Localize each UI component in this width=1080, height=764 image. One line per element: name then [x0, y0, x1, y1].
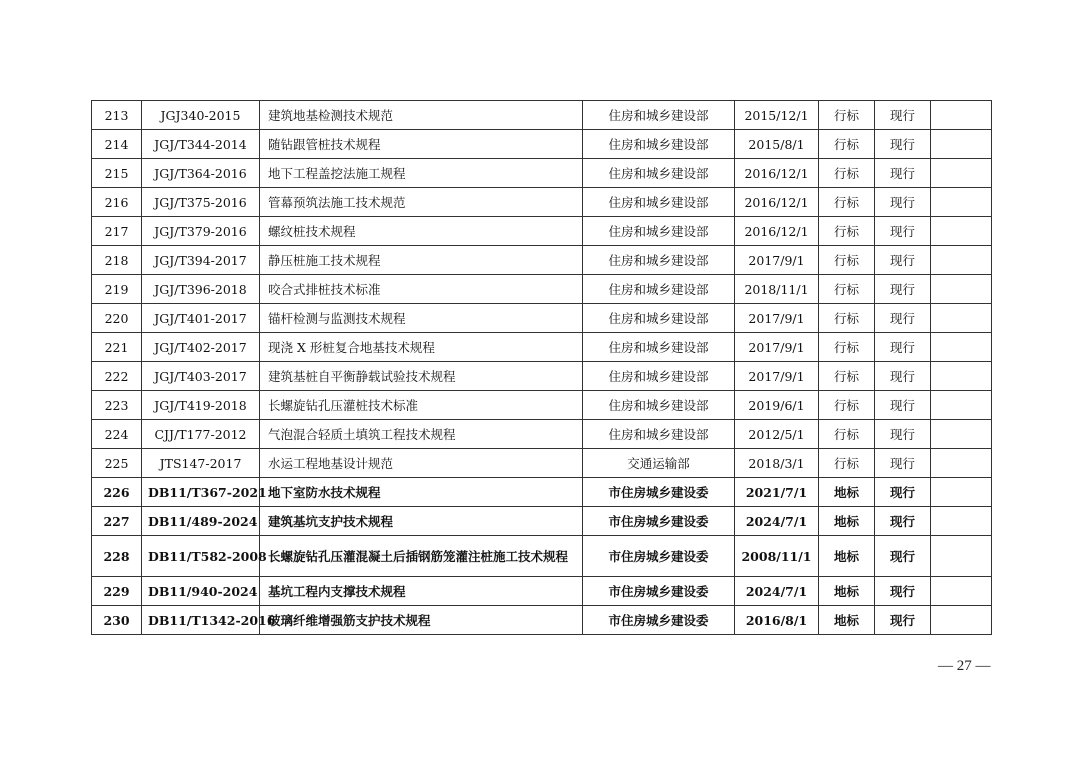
- effective-date: 2017/9/1: [735, 333, 819, 362]
- remarks-cell: [931, 577, 992, 606]
- standard-code: DB11/T367-2021: [142, 478, 260, 507]
- row-number: 228: [92, 536, 142, 577]
- table-row: [92, 101, 992, 130]
- standard-code: JGJ/T364-2016: [142, 159, 260, 188]
- table-row: [92, 246, 992, 275]
- effective-date: 2024/7/1: [735, 507, 819, 536]
- standard-status: 现行: [875, 333, 931, 362]
- remarks-cell: [931, 362, 992, 391]
- row-number: 223: [92, 391, 142, 420]
- standard-status: 现行: [875, 420, 931, 449]
- standard-level: 地标: [819, 577, 875, 606]
- effective-date: 2015/8/1: [735, 130, 819, 159]
- issuing-department: 住房和城乡建设部: [583, 217, 735, 246]
- row-number: 218: [92, 246, 142, 275]
- table-row: [92, 362, 992, 391]
- issuing-department: 交通运输部: [583, 449, 735, 478]
- standard-code: CJJ/T177-2012: [142, 420, 260, 449]
- table-row: [92, 391, 992, 420]
- remarks-cell: [931, 304, 992, 333]
- standard-name: 管幕预筑法施工技术规范: [260, 188, 583, 217]
- remarks-cell: [931, 130, 992, 159]
- standard-code: JGJ/T402-2017: [142, 333, 260, 362]
- issuing-department: 市住房城乡建设委: [583, 606, 735, 635]
- effective-date: 2008/11/1: [735, 536, 819, 577]
- standard-name: 锚杆检测与监测技术规程: [260, 304, 583, 333]
- standard-code: JGJ/T344-2014: [142, 130, 260, 159]
- effective-date: 2018/3/1: [735, 449, 819, 478]
- row-number: 227: [92, 507, 142, 536]
- row-number: 215: [92, 159, 142, 188]
- standard-code: JGJ/T379-2016: [142, 217, 260, 246]
- row-number: 214: [92, 130, 142, 159]
- remarks-cell: [931, 478, 992, 507]
- standard-status: 现行: [875, 246, 931, 275]
- table-body: [92, 101, 992, 635]
- table-row: [92, 217, 992, 246]
- table-row: [92, 304, 992, 333]
- remarks-cell: [931, 507, 992, 536]
- issuing-department: 市住房城乡建设委: [583, 536, 735, 577]
- standard-name: 螺纹桩技术规程: [260, 217, 583, 246]
- standard-status: 现行: [875, 188, 931, 217]
- issuing-department: 住房和城乡建设部: [583, 246, 735, 275]
- standard-level: 地标: [819, 507, 875, 536]
- remarks-cell: [931, 246, 992, 275]
- standard-level: 行标: [819, 449, 875, 478]
- row-number: 220: [92, 304, 142, 333]
- standard-name: 现浇 X 形桩复合地基技术规程: [260, 333, 583, 362]
- standard-level: 行标: [819, 159, 875, 188]
- issuing-department: 住房和城乡建设部: [583, 391, 735, 420]
- row-number: 213: [92, 101, 142, 130]
- issuing-department: 市住房城乡建设委: [583, 577, 735, 606]
- issuing-department: 市住房城乡建设委: [583, 507, 735, 536]
- standard-status: 现行: [875, 275, 931, 304]
- standard-name: 气泡混合轻质土填筑工程技术规程: [260, 420, 583, 449]
- issuing-department: 住房和城乡建设部: [583, 188, 735, 217]
- issuing-department: 住房和城乡建设部: [583, 101, 735, 130]
- table-row: [92, 188, 992, 217]
- issuing-department: 住房和城乡建设部: [583, 420, 735, 449]
- standard-name: 地下室防水技术规程: [260, 478, 583, 507]
- table-row: [92, 275, 992, 304]
- standard-code: JGJ/T396-2018: [142, 275, 260, 304]
- effective-date: 2017/9/1: [735, 362, 819, 391]
- standard-code: DB11/T582-2008: [142, 536, 260, 577]
- table-row: [92, 159, 992, 188]
- standard-status: 现行: [875, 391, 931, 420]
- standard-level: 行标: [819, 275, 875, 304]
- table-row: [92, 449, 992, 478]
- standard-code: JGJ/T401-2017: [142, 304, 260, 333]
- row-number: 230: [92, 606, 142, 635]
- remarks-cell: [931, 449, 992, 478]
- standard-code: DB11/940-2024: [142, 577, 260, 606]
- standard-status: 现行: [875, 606, 931, 635]
- standard-level: 行标: [819, 130, 875, 159]
- standard-level: 行标: [819, 333, 875, 362]
- table-row: [92, 536, 992, 577]
- remarks-cell: [931, 536, 992, 577]
- standard-status: 现行: [875, 577, 931, 606]
- table-row: [92, 130, 992, 159]
- effective-date: 2016/8/1: [735, 606, 819, 635]
- standard-level: 行标: [819, 362, 875, 391]
- remarks-cell: [931, 420, 992, 449]
- standards-table: [91, 100, 992, 635]
- standard-code: JGJ/T403-2017: [142, 362, 260, 391]
- issuing-department: 住房和城乡建设部: [583, 304, 735, 333]
- standard-name: 玻璃纤维增强筋支护技术规程: [260, 606, 583, 635]
- remarks-cell: [931, 217, 992, 246]
- standard-name: 静压桩施工技术规程: [260, 246, 583, 275]
- row-number: 225: [92, 449, 142, 478]
- row-number: 219: [92, 275, 142, 304]
- standard-level: 行标: [819, 391, 875, 420]
- standard-level: 地标: [819, 478, 875, 507]
- standard-code: JTS147-2017: [142, 449, 260, 478]
- remarks-cell: [931, 333, 992, 362]
- table-row: [92, 606, 992, 635]
- standard-level: 行标: [819, 420, 875, 449]
- row-number: 221: [92, 333, 142, 362]
- standard-status: 现行: [875, 449, 931, 478]
- standard-name: 长螺旋钻孔压灌混凝土后插钢筋笼灌注桩施工技术规程: [260, 536, 583, 577]
- standard-name: 地下工程盖挖法施工规程: [260, 159, 583, 188]
- table-row: [92, 507, 992, 536]
- remarks-cell: [931, 391, 992, 420]
- standard-code: DB11/489-2024: [142, 507, 260, 536]
- standard-level: 地标: [819, 606, 875, 635]
- standard-name: 水运工程地基设计规范: [260, 449, 583, 478]
- row-number: 229: [92, 577, 142, 606]
- standard-status: 现行: [875, 130, 931, 159]
- standard-code: JGJ340-2015: [142, 101, 260, 130]
- standard-code: DB11/T1342-2016: [142, 606, 260, 635]
- remarks-cell: [931, 275, 992, 304]
- standard-name: 建筑地基检测技术规范: [260, 101, 583, 130]
- issuing-department: 住房和城乡建设部: [583, 333, 735, 362]
- effective-date: 2012/5/1: [735, 420, 819, 449]
- issuing-department: 住房和城乡建设部: [583, 130, 735, 159]
- table-row: [92, 420, 992, 449]
- issuing-department: 住房和城乡建设部: [583, 275, 735, 304]
- standard-name: 长螺旋钻孔压灌桩技术标准: [260, 391, 583, 420]
- effective-date: 2016/12/1: [735, 188, 819, 217]
- standard-name: 随钻跟管桩技术规程: [260, 130, 583, 159]
- standard-level: 行标: [819, 101, 875, 130]
- standard-status: 现行: [875, 101, 931, 130]
- effective-date: 2016/12/1: [735, 159, 819, 188]
- standard-level: 行标: [819, 188, 875, 217]
- row-number: 222: [92, 362, 142, 391]
- remarks-cell: [931, 606, 992, 635]
- table-row: [92, 333, 992, 362]
- standard-status: 现行: [875, 507, 931, 536]
- standard-name: 基坑工程内支撑技术规程: [260, 577, 583, 606]
- effective-date: 2017/9/1: [735, 246, 819, 275]
- issuing-department: 住房和城乡建设部: [583, 362, 735, 391]
- table-row: [92, 478, 992, 507]
- row-number: 226: [92, 478, 142, 507]
- standard-level: 行标: [819, 304, 875, 333]
- effective-date: 2016/12/1: [735, 217, 819, 246]
- effective-date: 2024/7/1: [735, 577, 819, 606]
- remarks-cell: [931, 101, 992, 130]
- standard-code: JGJ/T375-2016: [142, 188, 260, 217]
- standard-status: 现行: [875, 536, 931, 577]
- page-number: — 27 —: [938, 658, 991, 674]
- standard-name: 咬合式排桩技术标准: [260, 275, 583, 304]
- issuing-department: 市住房城乡建设委: [583, 478, 735, 507]
- effective-date: 2019/6/1: [735, 391, 819, 420]
- standard-level: 行标: [819, 246, 875, 275]
- remarks-cell: [931, 188, 992, 217]
- standard-status: 现行: [875, 362, 931, 391]
- standard-level: 地标: [819, 536, 875, 577]
- standard-status: 现行: [875, 217, 931, 246]
- standard-status: 现行: [875, 159, 931, 188]
- effective-date: 2017/9/1: [735, 304, 819, 333]
- effective-date: 2015/12/1: [735, 101, 819, 130]
- standard-name: 建筑基桩自平衡静载试验技术规程: [260, 362, 583, 391]
- standard-status: 现行: [875, 304, 931, 333]
- standard-status: 现行: [875, 478, 931, 507]
- effective-date: 2021/7/1: [735, 478, 819, 507]
- remarks-cell: [931, 159, 992, 188]
- row-number: 224: [92, 420, 142, 449]
- standard-name: 建筑基坑支护技术规程: [260, 507, 583, 536]
- row-number: 216: [92, 188, 142, 217]
- row-number: 217: [92, 217, 142, 246]
- standard-level: 行标: [819, 217, 875, 246]
- table-row: [92, 577, 992, 606]
- standard-code: JGJ/T394-2017: [142, 246, 260, 275]
- issuing-department: 住房和城乡建设部: [583, 159, 735, 188]
- standard-code: JGJ/T419-2018: [142, 391, 260, 420]
- effective-date: 2018/11/1: [735, 275, 819, 304]
